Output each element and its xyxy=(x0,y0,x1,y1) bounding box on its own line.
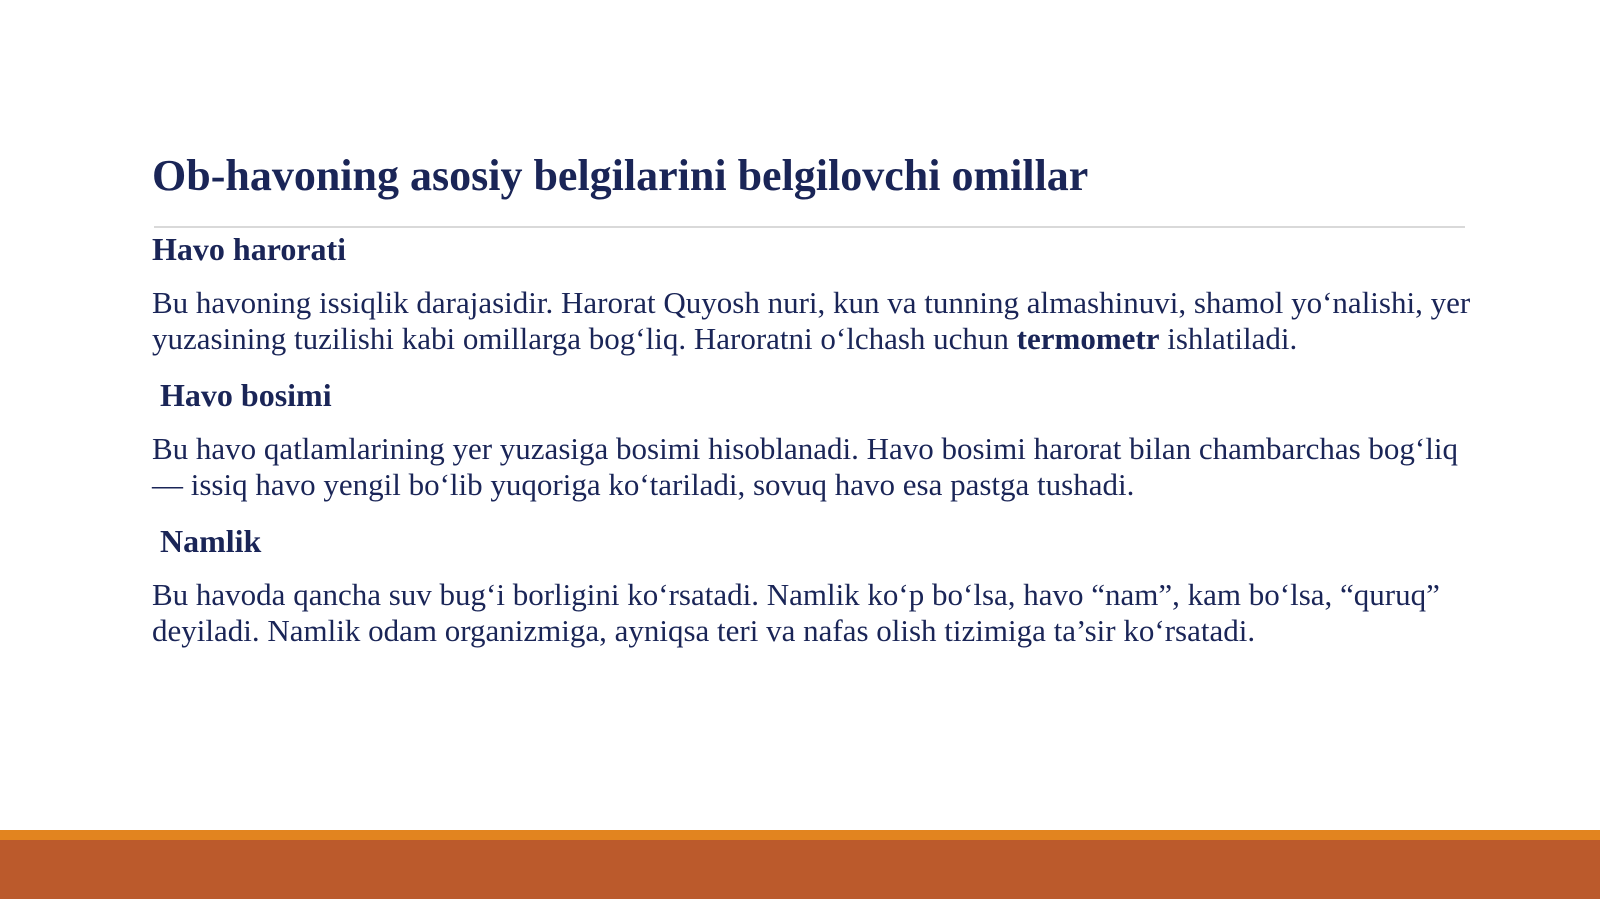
slide-title: Ob-havoning asosiy belgilarini belgilovchi omillar xyxy=(152,151,1089,200)
section-text-havo-bosimi: Bu havo qatlamlarining yer yuzasiga bosimi hisoblanadi. Havo bosimi harorat bilan chambarchas bog‘liq — issiq havo yengil bo‘lib yuqoriga ko‘tariladi, sovuq havo esa pastga tushadi. xyxy=(152,431,1458,502)
section-heading-namlik: Namlik xyxy=(160,523,262,559)
section-heading-havo-harorati: Havo harorati xyxy=(152,231,347,267)
section-heading-havo-bosimi: Havo bosimi xyxy=(160,377,332,413)
slide-content xyxy=(152,228,1472,666)
footer-accent-line xyxy=(0,830,1600,840)
term-termometr: termometr xyxy=(1016,321,1160,356)
section-text-part: Bu havoning issiqlik darajasidir. Harorat Quyosh nuri, kun va tunning almashinuvi, shamol yo‘nalishi, yer yuzasining tuzilishi kabi omillarga bog‘liq. Haroratni o‘lchash uchun xyxy=(152,285,1471,356)
section-text-namlik: Bu havoda qancha suv bug‘i borligini ko‘rsatadi. Namlik ko‘p bo‘lsa, havo “nam”, kam bo‘lsa, “quruq” deyiladi. Namlik odam organizmiga, ayniqsa teri va nafas olish tizimiga ta’sir ko‘rsatadi. xyxy=(152,577,1440,648)
section-text-havo-harorati xyxy=(152,285,1472,357)
footer-bar xyxy=(0,840,1600,899)
section-text-part: ishlatiladi. xyxy=(1159,321,1298,356)
